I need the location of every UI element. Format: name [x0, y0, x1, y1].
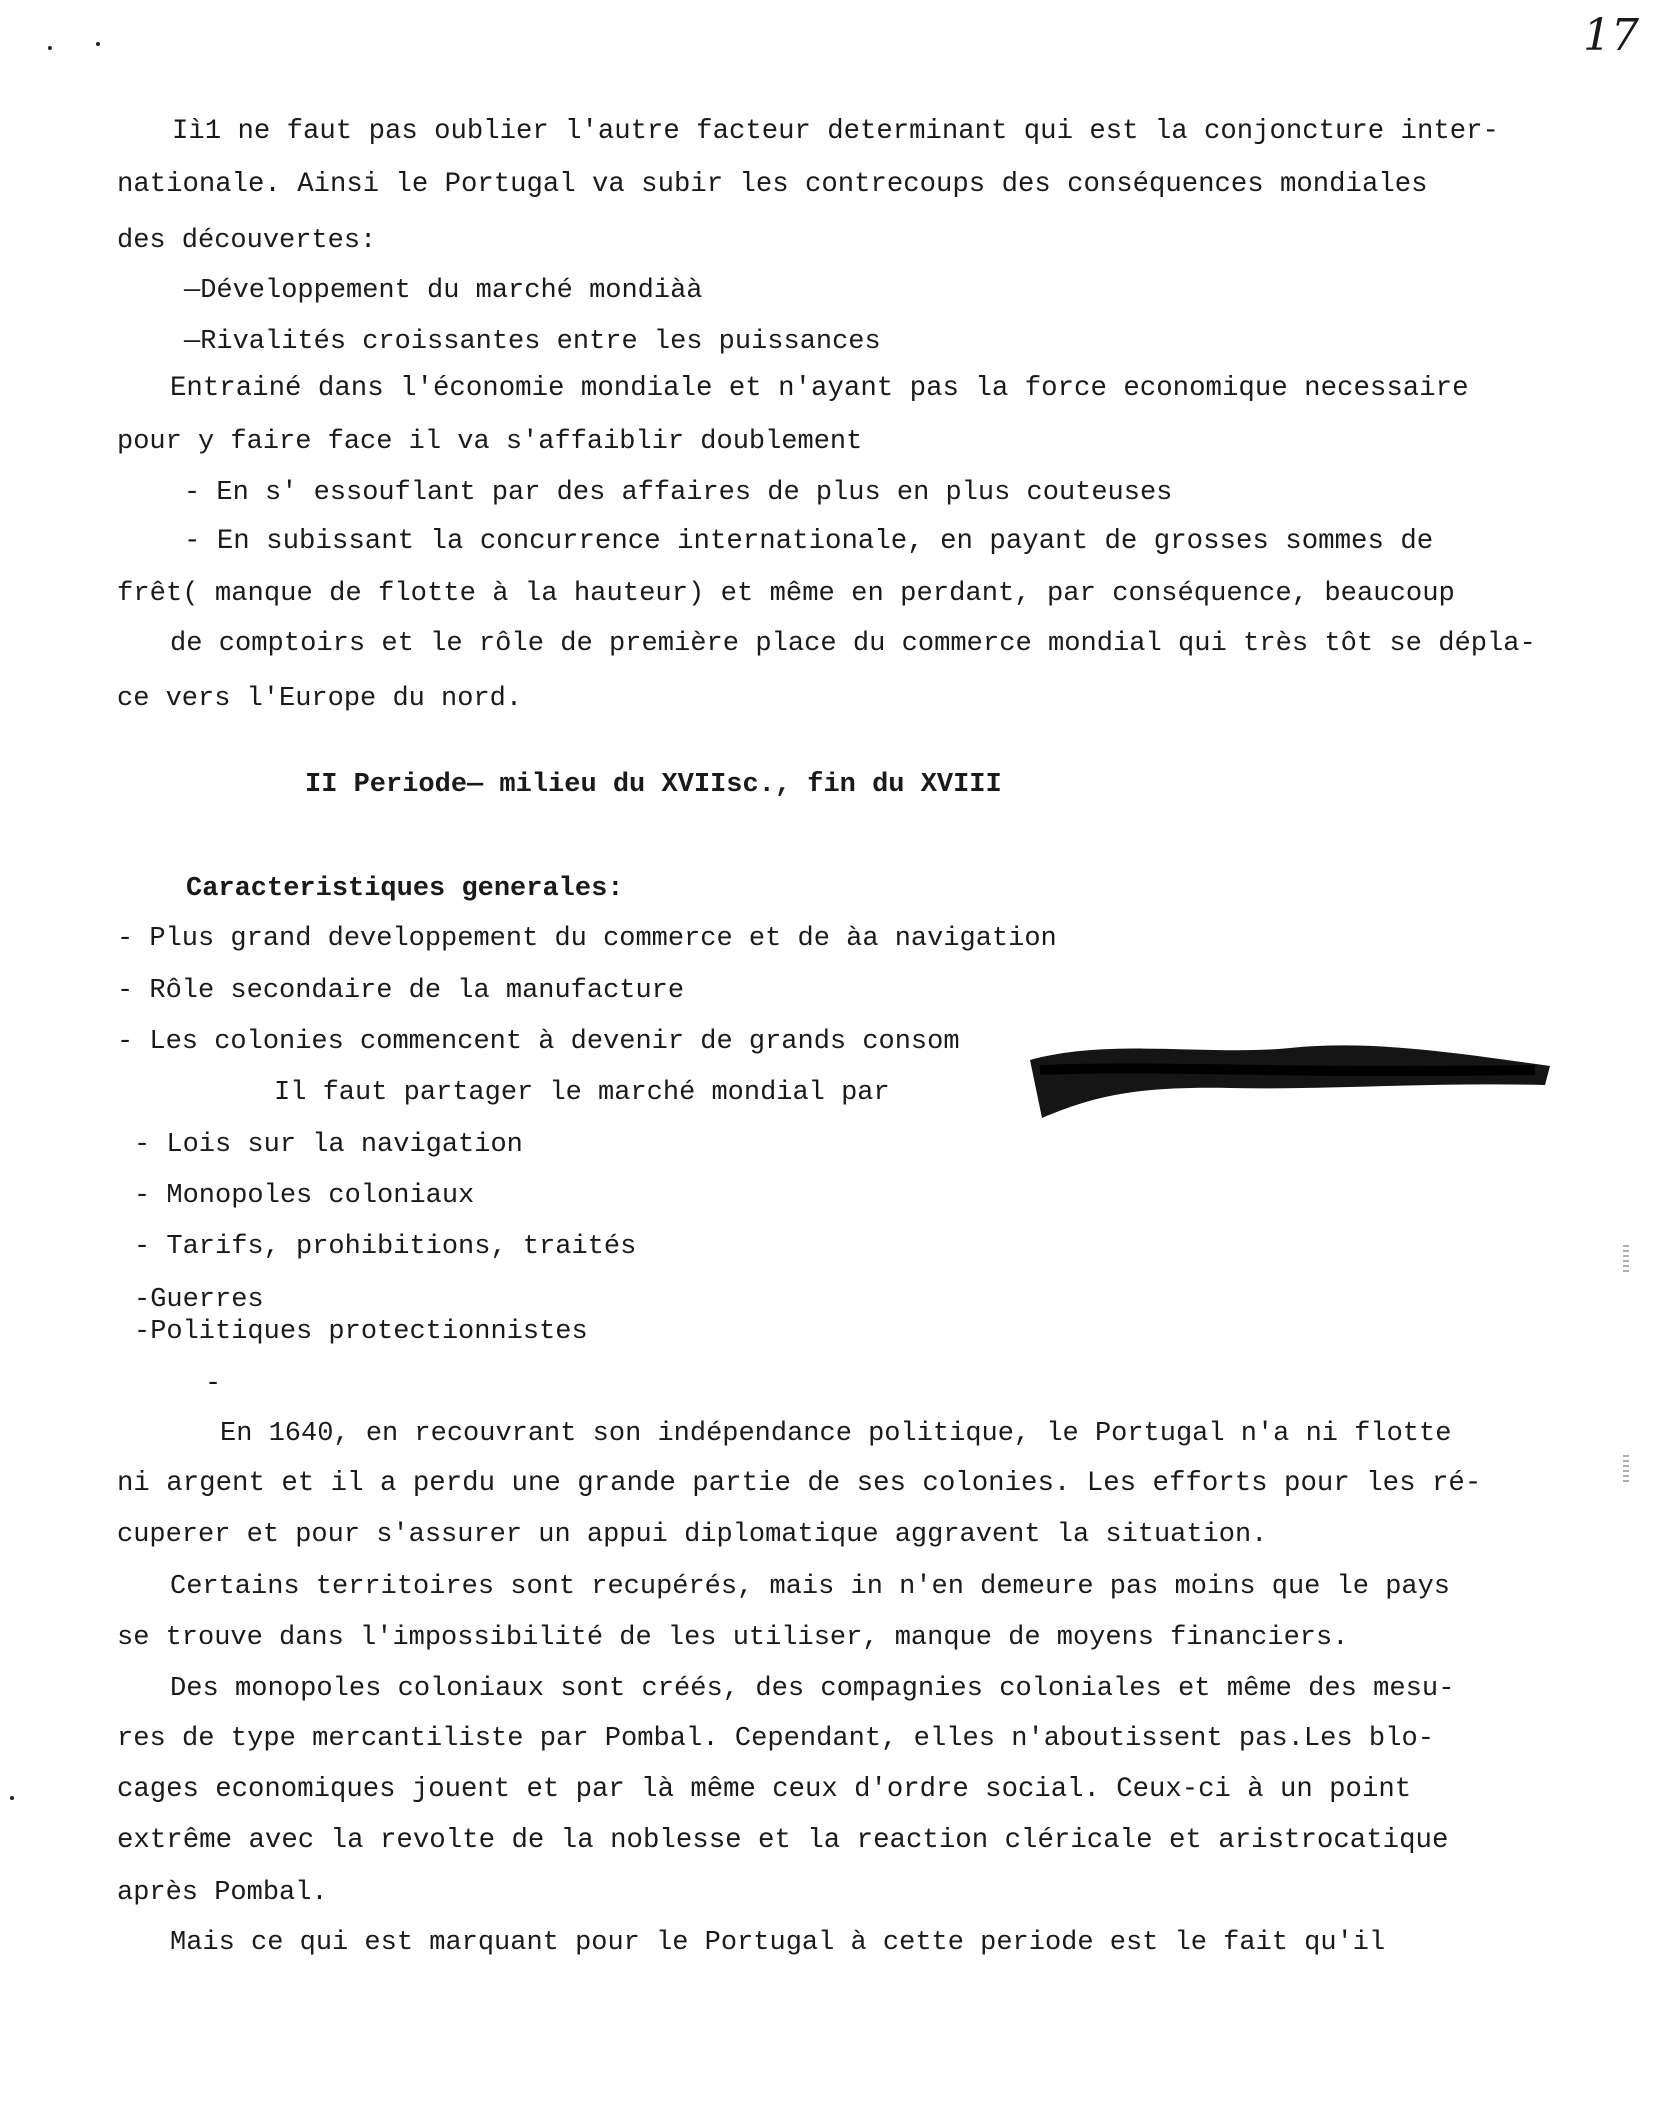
list-item: - En subissant la concurrence internationale, en payant de grosses sommes de [184, 526, 1434, 557]
text-line: Certains territoires sont recupérés, mais in n'en demeure pas moins que le pays [170, 1572, 1451, 1602]
text-line: se trouve dans l'impossibilité de les utiliser, manque de moyens financiers. [117, 1623, 1349, 1653]
text-line: pour y faire face il va s'affaiblir doublement [117, 427, 863, 457]
text-line: cuperer et pour s'assurer un appui diplomatique aggravent la situation. [117, 1520, 1268, 1550]
list-item: - Monopoles coloniaux [134, 1181, 475, 1211]
list-item: - Plus grand developpement du commerce et de àa navigation [117, 924, 1057, 954]
list-item: - Tarifs, prohibitions, traités [134, 1232, 637, 1262]
scan-speck [1623, 1245, 1629, 1275]
text-line: des découvertes: [117, 226, 377, 256]
text-line: Mais ce qui est marquant pour le Portugal à cette periode est le fait qu'il [170, 1928, 1386, 1958]
text-line: Des monopoles coloniaux sont créés, des compagnies coloniales et même des mesu- [170, 1673, 1455, 1704]
margin-dot [96, 42, 100, 46]
list-item: - Lois sur la navigation [134, 1130, 523, 1160]
text-line: cages economiques jouent et par là même ceux d'ordre social. Ceux-ci à un point [117, 1774, 1412, 1805]
subheading: Caracteristiques generales: [186, 874, 624, 904]
list-item: - Rôle secondaire de la manufacture [117, 976, 685, 1006]
text-line: après Pombal. [117, 1878, 328, 1908]
list-item: - En s' essouflant par des affaires de plus en plus couteuses [184, 478, 1173, 508]
list-item: —Développement du marché mondiàà [184, 276, 703, 306]
text-line: Il faut partager le marché mondial par [274, 1078, 890, 1108]
redaction-scribble [1030, 1030, 1550, 1120]
text-line: Iì1 ne faut pas oublier l'autre facteur determinant qui est la conjoncture inter- [172, 116, 1499, 147]
margin-dot [10, 1796, 14, 1800]
text-line: frêt( manque de flotte à la hauteur) et même en perdant, par conséquence, beaucoup [117, 578, 1455, 609]
text-line: ce vers l'Europe du nord. [117, 684, 523, 714]
list-item: - Les colonies commencent à devenir de grands consom [117, 1027, 960, 1057]
text-line: Entrainé dans l'économie mondiale et n'ayant pas la force economique necessaire [170, 373, 1469, 404]
list-item: —Rivalités croissantes entre les puissances [184, 327, 881, 357]
list-item: -Politiques protectionnistes [134, 1317, 588, 1347]
section-heading: II Periode— milieu du XVIIsc., fin du XVIII [305, 770, 1002, 800]
text-line: res de type mercantiliste par Pombal. Cependant, elles n'aboutissent pas.Les blo- [117, 1723, 1434, 1754]
text-line: nationale. Ainsi le Portugal va subir les contrecoups des conséquences mondiales [117, 169, 1428, 200]
scan-speck [1623, 1455, 1629, 1485]
page-number: 17 [1583, 10, 1639, 61]
text-line: ni argent et il a perdu une grande partie de ses colonies. Les efforts pour les ré- [117, 1468, 1482, 1499]
text-line: extrême avec la revolte de la noblesse et la reaction cléricale et aristrocatique [117, 1825, 1449, 1856]
text-line: de comptoirs et le rôle de première place du commerce mondial qui très tôt se dépla- [170, 628, 1536, 659]
list-item: - [205, 1369, 222, 1399]
margin-dot [48, 46, 52, 50]
list-item: -Guerres [134, 1285, 264, 1315]
text-line: En 1640, en recouvrant son indépendance politique, le Portugal n'a ni flotte [220, 1419, 1452, 1449]
